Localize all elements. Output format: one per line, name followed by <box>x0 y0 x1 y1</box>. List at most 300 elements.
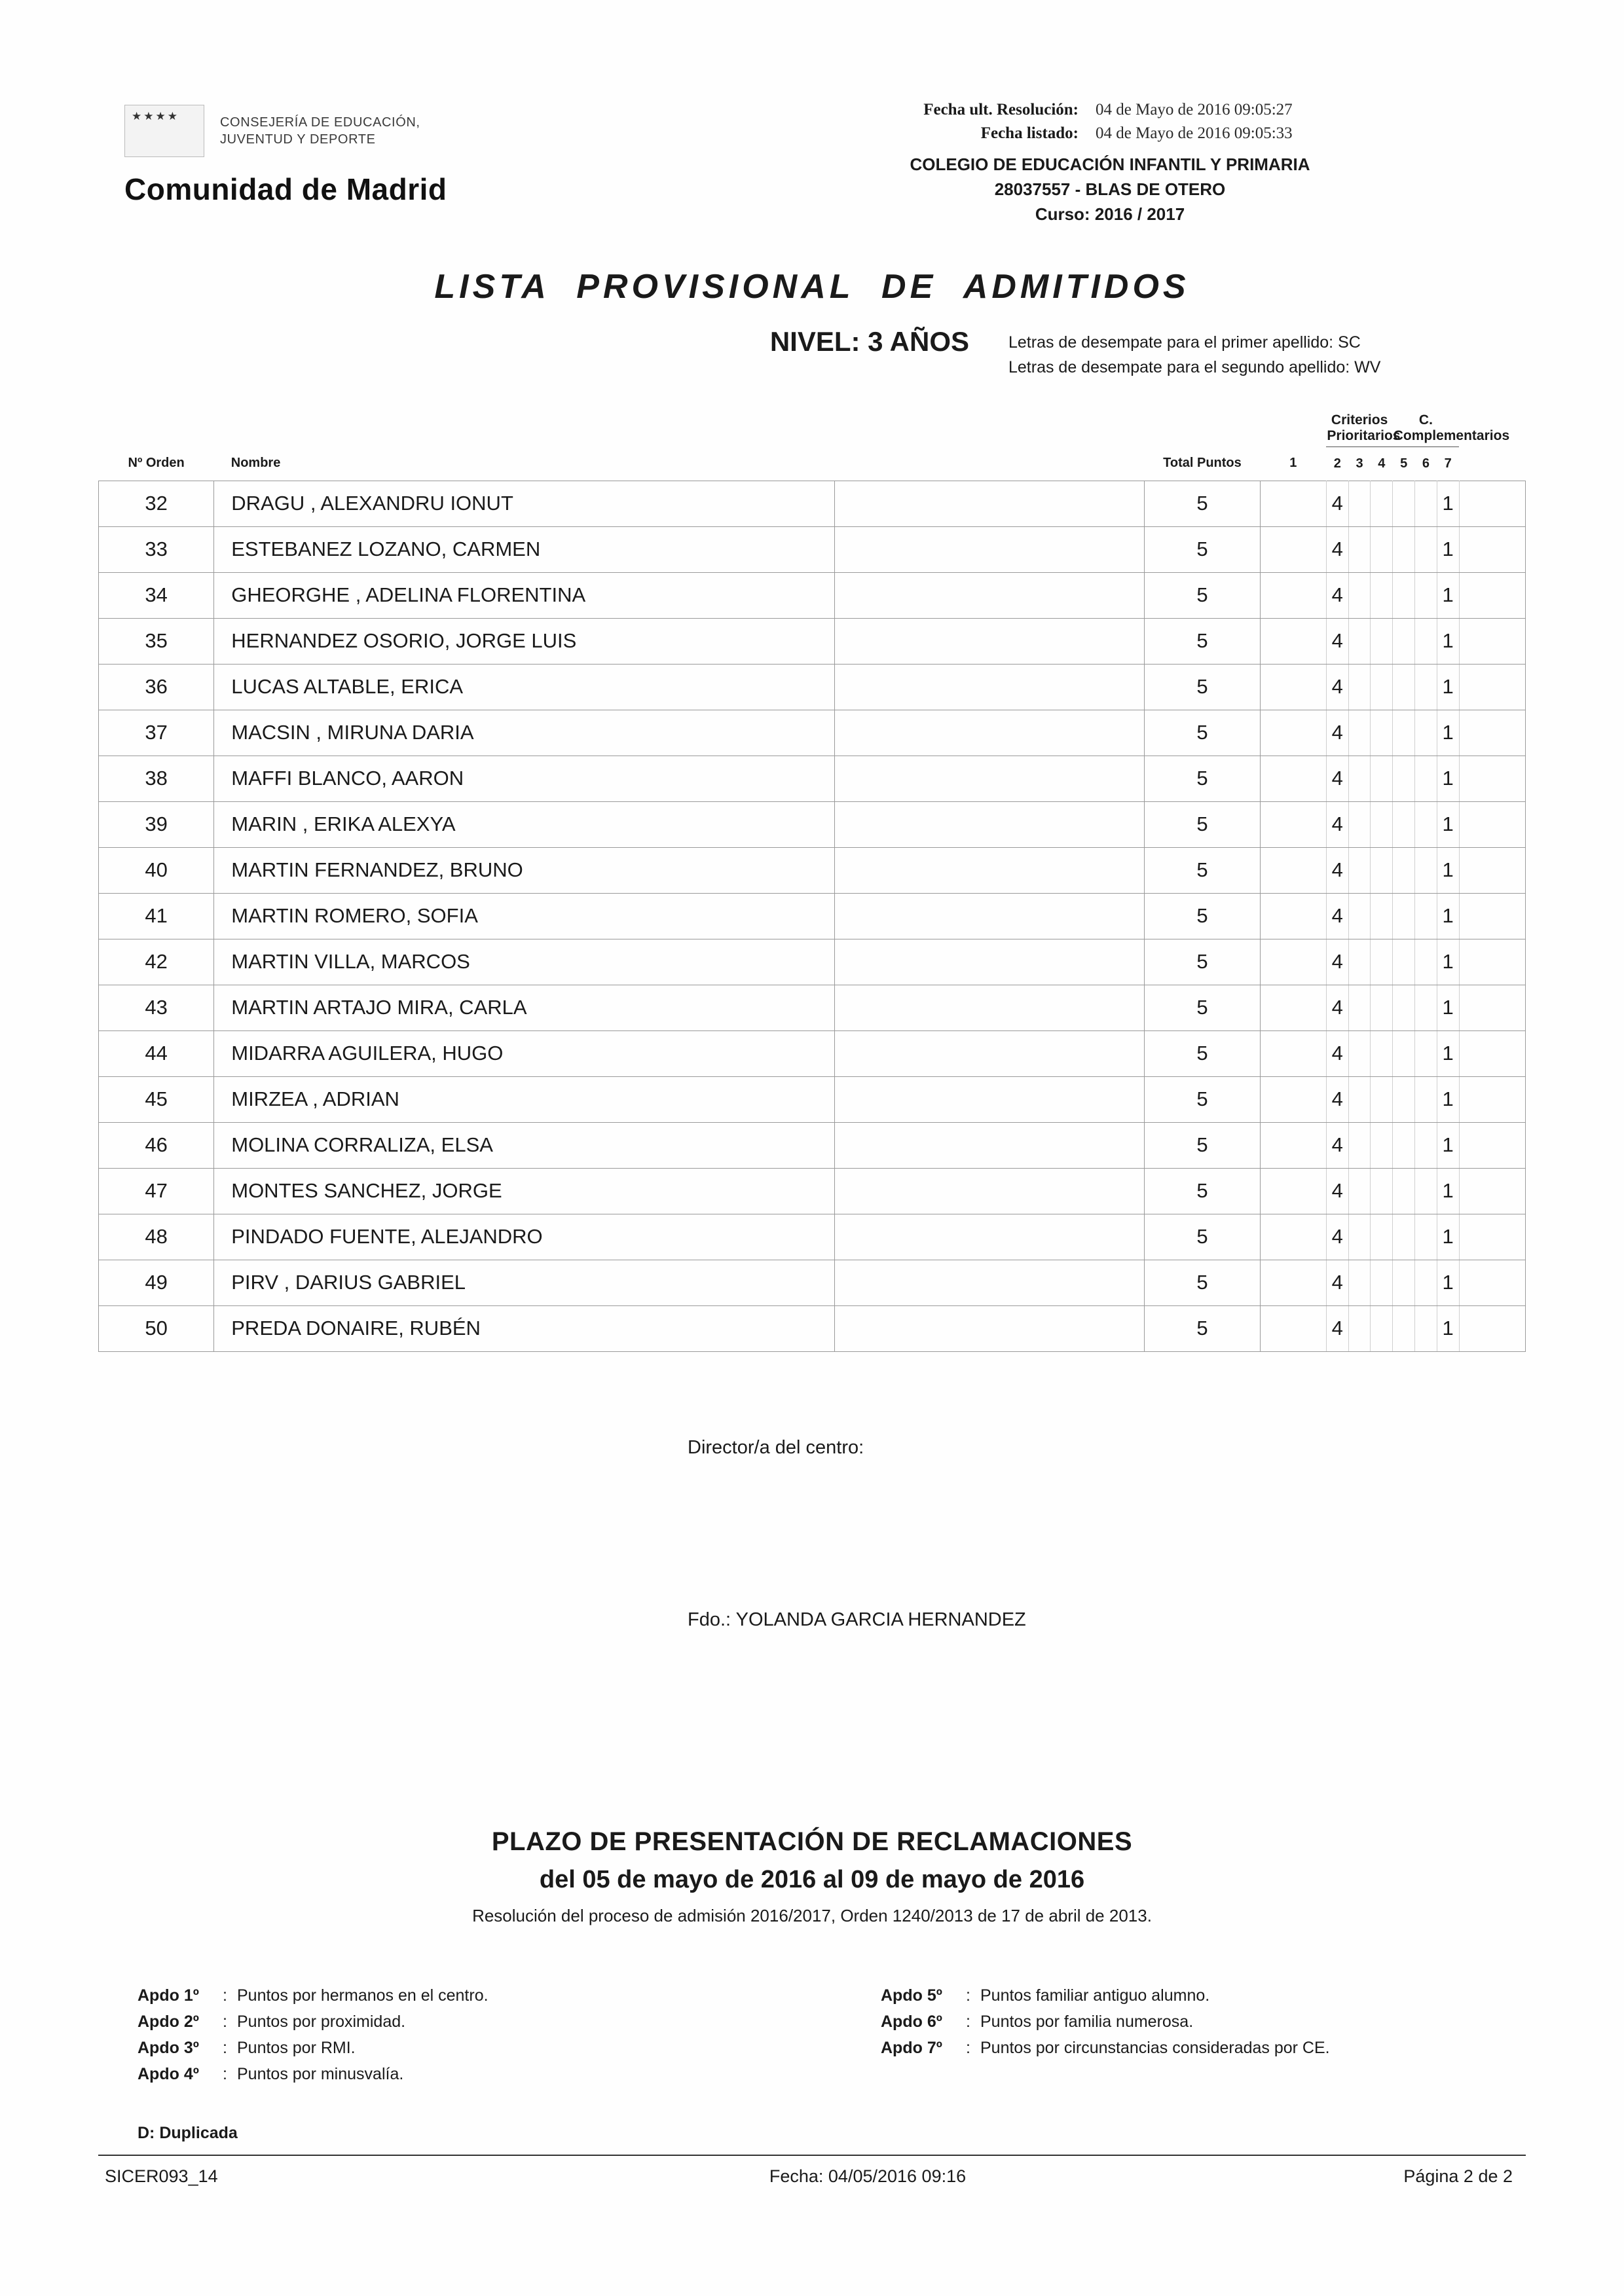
cell-spacer <box>834 1122 1145 1168</box>
cell-nombre: MIDARRA AGUILERA, HUGO <box>214 1030 834 1076</box>
cell-orden: 42 <box>99 939 214 985</box>
table-head <box>99 407 1526 481</box>
cell-criterio-2: 4 <box>1326 756 1348 801</box>
level-row <box>98 326 1526 380</box>
cell-nombre: MARTIN ARTAJO MIRA, CARLA <box>214 985 834 1030</box>
cell-criterio-2: 4 <box>1326 1214 1348 1260</box>
cell-nombre: MAFFI BLANCO, AARON <box>214 756 834 801</box>
cell-spacer <box>834 1076 1145 1122</box>
cell-nombre: LUCAS ALTABLE, ERICA <box>214 664 834 710</box>
cell-nombre: PINDADO FUENTE, ALEJANDRO <box>214 1214 834 1260</box>
cell-total-puntos: 5 <box>1145 481 1260 526</box>
apdo-key: Apdo 7º <box>881 2038 942 2057</box>
cell-criterio-3 <box>1348 847 1371 893</box>
cell-criterio-5 <box>1393 481 1415 526</box>
cell-total-puntos: 5 <box>1145 1260 1260 1305</box>
cell-criterio-2: 4 <box>1326 618 1348 664</box>
cell-criterio-7: 1 <box>1437 1168 1459 1214</box>
cell-criterio-6 <box>1415 664 1437 710</box>
cell-orden: 47 <box>99 1168 214 1214</box>
cell-criterio-6 <box>1415 710 1437 756</box>
cell-total-puntos: 5 <box>1145 710 1260 756</box>
cell-criterio-6 <box>1415 939 1437 985</box>
apdo-key: Apdo 4º <box>138 2064 199 2083</box>
cell-spacer <box>834 1260 1145 1305</box>
cell-criterio-4 <box>1371 985 1393 1030</box>
apdo-item <box>138 1982 783 2009</box>
cell-criterio-7: 1 <box>1437 1214 1459 1260</box>
cell-total-puntos: 5 <box>1145 1030 1260 1076</box>
apdo-text: Puntos familiar antiguo alumno. <box>980 1986 1210 2005</box>
cell-criterio-1 <box>1260 1030 1326 1076</box>
cell-orden: 38 <box>99 756 214 801</box>
cell-orden: 43 <box>99 985 214 1030</box>
apdo-key: Apdo 5º <box>881 1986 942 2005</box>
cell-orden: 39 <box>99 801 214 847</box>
cell-total-puntos: 5 <box>1145 1214 1260 1260</box>
col-header-crit-3: 3 <box>1356 456 1363 471</box>
cell-criterio-6 <box>1415 1168 1437 1214</box>
cell-spacer <box>834 1214 1145 1260</box>
cell-criterio-1 <box>1260 710 1326 756</box>
cell-nombre: MACSIN , MIRUNA DARIA <box>214 710 834 756</box>
cell-total-puntos: 5 <box>1145 664 1260 710</box>
cell-criterio-5 <box>1393 1030 1415 1076</box>
cell-criterio-end <box>1459 756 1525 801</box>
cell-criterio-end <box>1459 481 1525 526</box>
director-role-label: Director/a del centro: <box>688 1436 864 1458</box>
table-body <box>99 481 1526 1351</box>
madrid-flag-icon <box>124 105 204 157</box>
cell-criterio-3 <box>1348 1305 1371 1351</box>
cell-criterio-7: 1 <box>1437 939 1459 985</box>
cell-orden: 37 <box>99 710 214 756</box>
cell-nombre: MARTIN VILLA, MARCOS <box>214 939 834 985</box>
apdo-text: Puntos por circunstancias consideradas por CE. <box>980 2038 1330 2057</box>
table-row <box>99 481 1526 526</box>
cell-total-puntos: 5 <box>1145 1122 1260 1168</box>
table-row <box>99 1214 1526 1260</box>
cell-criterio-4 <box>1371 1214 1393 1260</box>
cell-spacer <box>834 710 1145 756</box>
cell-criterio-6 <box>1415 481 1437 526</box>
fecha-listado-value: 04 de Mayo de 2016 09:05:33 <box>1096 124 1293 142</box>
cell-criterio-1 <box>1260 893 1326 939</box>
report-code: SICER093_14 <box>105 2166 218 2186</box>
cell-spacer <box>834 1030 1145 1076</box>
apdo-key: Apdo 1º <box>138 1986 199 2005</box>
cell-criterio-7: 1 <box>1437 572 1459 618</box>
cell-criterio-6 <box>1415 756 1437 801</box>
cell-spacer <box>834 526 1145 572</box>
cell-criterio-1 <box>1260 801 1326 847</box>
cell-orden: 46 <box>99 1122 214 1168</box>
cell-criterio-5 <box>1393 1305 1415 1351</box>
cell-criterio-6 <box>1415 985 1437 1030</box>
apdo-key: Apdo 2º <box>138 2012 199 2031</box>
cell-nombre: HERNANDEZ OSORIO, JORGE LUIS <box>214 618 834 664</box>
cell-criterio-2: 4 <box>1326 1260 1348 1305</box>
cell-criterio-6 <box>1415 1030 1437 1076</box>
cell-total-puntos: 5 <box>1145 939 1260 985</box>
col-header-crit-1: 1 <box>1289 456 1297 471</box>
cell-nombre: MONTES SANCHEZ, JORGE <box>214 1168 834 1214</box>
page-number: Página 2 de 2 <box>1403 2166 1513 2186</box>
apdo-separator: : <box>223 2064 227 2083</box>
document-header <box>98 85 1526 249</box>
fecha-resolucion-label: Fecha ult. Resolución: <box>923 101 1079 118</box>
table-row <box>99 1122 1526 1168</box>
cell-criterio-2: 4 <box>1326 1076 1348 1122</box>
cell-criterio-5 <box>1393 893 1415 939</box>
apdo-item <box>881 2009 1526 2035</box>
cell-criterio-1 <box>1260 1168 1326 1214</box>
claims-title: PLAZO DE PRESENTACIÓN DE RECLAMACIONES <box>491 1827 1133 1856</box>
claims-notice <box>98 1827 1526 1926</box>
cell-criterio-end <box>1459 801 1525 847</box>
cell-orden: 32 <box>99 481 214 526</box>
apdo-text: Puntos por minusvalía. <box>237 2064 404 2083</box>
fecha-resolucion-value: 04 de Mayo de 2016 09:05:27 <box>1096 101 1293 118</box>
apdo-separator: : <box>966 2038 970 2057</box>
cell-criterio-1 <box>1260 526 1326 572</box>
cell-criterio-3 <box>1348 1076 1371 1122</box>
cell-criterio-3 <box>1348 618 1371 664</box>
cell-orden: 33 <box>99 526 214 572</box>
document-meta <box>701 98 1519 227</box>
cell-criterio-1 <box>1260 481 1326 526</box>
cell-criterio-end <box>1459 664 1525 710</box>
cell-criterio-end <box>1459 1076 1525 1122</box>
brand-title: Comunidad de Madrid <box>124 172 447 206</box>
cell-nombre: GHEORGHE , ADELINA FLORENTINA <box>214 572 834 618</box>
table-row <box>99 710 1526 756</box>
cell-criterio-4 <box>1371 847 1393 893</box>
cell-criterio-5 <box>1393 847 1415 893</box>
cell-criterio-4 <box>1371 481 1393 526</box>
table-row <box>99 618 1526 664</box>
apdo-item <box>138 2061 783 2087</box>
cell-criterio-end <box>1459 618 1525 664</box>
cell-nombre: MIRZEA , ADRIAN <box>214 1076 834 1122</box>
cell-criterio-2: 4 <box>1326 801 1348 847</box>
cell-criterio-6 <box>1415 1076 1437 1122</box>
cell-criterio-end <box>1459 572 1525 618</box>
duplicada-legend: D: Duplicada <box>138 2123 238 2142</box>
cell-spacer <box>834 939 1145 985</box>
nivel-label: NIVEL: 3 AÑOS <box>769 326 969 357</box>
claims-date-range: del 05 de mayo de 2016 al 09 de mayo de 2016 <box>539 1865 1085 1893</box>
cell-criterio-7: 1 <box>1437 801 1459 847</box>
cell-criterio-2: 4 <box>1326 847 1348 893</box>
col-header-crit-4: 4 <box>1378 456 1386 471</box>
cell-criterio-4 <box>1371 572 1393 618</box>
cell-orden: 50 <box>99 1305 214 1351</box>
cell-criterio-1 <box>1260 1122 1326 1168</box>
cell-criterio-1 <box>1260 985 1326 1030</box>
cell-nombre: PIRV , DARIUS GABRIEL <box>214 1260 834 1305</box>
cell-criterio-5 <box>1393 710 1415 756</box>
apdo-text: Puntos por RMI. <box>237 2038 356 2057</box>
table-row <box>99 756 1526 801</box>
col-header-total: Total Puntos <box>1163 456 1242 471</box>
cell-criterio-5 <box>1393 572 1415 618</box>
cell-criterio-1 <box>1260 1305 1326 1351</box>
cell-criterio-6 <box>1415 1305 1437 1351</box>
letras-segundo-apellido: Letras de desempate para el segundo apellido: WV <box>1008 358 1381 376</box>
apdo-separator: : <box>223 1986 227 2005</box>
col-header-crit-6: 6 <box>1422 456 1430 471</box>
apdo-item <box>138 2035 783 2061</box>
cell-criterio-2: 4 <box>1326 893 1348 939</box>
institution-logo-block <box>124 105 714 207</box>
cell-nombre: ESTEBANEZ LOZANO, CARMEN <box>214 526 834 572</box>
cell-spacer <box>834 847 1145 893</box>
footer-date: Fecha: 04/05/2016 09:16 <box>769 2166 967 2186</box>
apdo-separator: : <box>223 2012 227 2031</box>
apdo-key: Apdo 3º <box>138 2038 199 2057</box>
cell-nombre: DRAGU , ALEXANDRU IONUT <box>214 481 834 526</box>
letras-primer-apellido: Letras de desempate para el primer apellido: SC <box>1008 333 1361 352</box>
org-line-1: CONSEJERÍA DE EDUCACIÓN, <box>220 115 420 130</box>
col-header-crit-7: 7 <box>1444 456 1452 471</box>
cell-total-puntos: 5 <box>1145 618 1260 664</box>
table-group-header-row <box>99 407 1526 446</box>
cell-spacer <box>834 801 1145 847</box>
cell-criterio-2: 4 <box>1326 939 1348 985</box>
apdo-item <box>138 2009 783 2035</box>
cell-criterio-4 <box>1371 1122 1393 1168</box>
cell-criterio-4 <box>1371 1076 1393 1122</box>
cell-criterio-5 <box>1393 756 1415 801</box>
table-row <box>99 801 1526 847</box>
cell-criterio-2: 4 <box>1326 1305 1348 1351</box>
cell-criterio-7: 1 <box>1437 710 1459 756</box>
table-row <box>99 664 1526 710</box>
cell-orden: 44 <box>99 1030 214 1076</box>
cell-total-puntos: 5 <box>1145 985 1260 1030</box>
table-column-header-row <box>99 446 1526 481</box>
cell-criterio-end <box>1459 1168 1525 1214</box>
cell-orden: 35 <box>99 618 214 664</box>
table-row <box>99 847 1526 893</box>
cell-criterio-2: 4 <box>1326 985 1348 1030</box>
cell-criterio-end <box>1459 847 1525 893</box>
apdo-text: Puntos por familia numerosa. <box>980 2012 1194 2031</box>
col-header-orden: Nº Orden <box>128 456 185 471</box>
table-row <box>99 939 1526 985</box>
apdo-separator: : <box>966 2012 970 2031</box>
cell-spacer <box>834 893 1145 939</box>
page-title: LISTA PROVISIONAL DE ADMITIDOS <box>434 268 1190 306</box>
admitted-list-table <box>98 407 1526 1352</box>
col-header-nombre: Nombre <box>231 456 281 471</box>
cell-criterio-4 <box>1371 801 1393 847</box>
cell-criterio-4 <box>1371 1260 1393 1305</box>
cell-criterio-5 <box>1393 1260 1415 1305</box>
cell-total-puntos: 5 <box>1145 893 1260 939</box>
cell-orden: 36 <box>99 664 214 710</box>
apdo-separator: : <box>223 2038 227 2057</box>
cell-criterio-end <box>1459 893 1525 939</box>
cell-criterio-3 <box>1348 1214 1371 1260</box>
cell-criterio-6 <box>1415 1214 1437 1260</box>
cell-criterio-2: 4 <box>1326 664 1348 710</box>
cell-criterio-7: 1 <box>1437 893 1459 939</box>
fecha-listado-label: Fecha listado: <box>980 124 1079 142</box>
flag-stars: ★★★★ <box>132 110 179 122</box>
cell-criterio-6 <box>1415 893 1437 939</box>
cell-criterio-7: 1 <box>1437 1122 1459 1168</box>
cell-orden: 48 <box>99 1214 214 1260</box>
table-row <box>99 1030 1526 1076</box>
cell-criterio-2: 4 <box>1326 526 1348 572</box>
cell-spacer <box>834 481 1145 526</box>
cell-criterio-5 <box>1393 1214 1415 1260</box>
apdos-column-left <box>98 1982 783 2087</box>
cell-criterio-6 <box>1415 847 1437 893</box>
cell-criterio-5 <box>1393 1076 1415 1122</box>
cell-criterio-3 <box>1348 572 1371 618</box>
cell-criterio-3 <box>1348 1168 1371 1214</box>
cell-criterio-4 <box>1371 893 1393 939</box>
cell-criterio-1 <box>1260 1076 1326 1122</box>
cell-criterio-7: 1 <box>1437 618 1459 664</box>
cell-criterio-1 <box>1260 1260 1326 1305</box>
cell-total-puntos: 5 <box>1145 847 1260 893</box>
meta-row-listado <box>701 122 1519 145</box>
cell-criterio-1 <box>1260 847 1326 893</box>
col-header-crit-2: 2 <box>1333 456 1341 471</box>
cell-criterio-2: 4 <box>1326 710 1348 756</box>
cell-criterio-3 <box>1348 801 1371 847</box>
table-row <box>99 1076 1526 1122</box>
cell-total-puntos: 5 <box>1145 1305 1260 1351</box>
cell-criterio-4 <box>1371 664 1393 710</box>
cell-total-puntos: 5 <box>1145 756 1260 801</box>
cell-criterio-1 <box>1260 618 1326 664</box>
table-row <box>99 1305 1526 1351</box>
group-criterios-complementarios: C. Complementarios <box>1393 407 1459 446</box>
cell-criterio-3 <box>1348 1030 1371 1076</box>
cell-orden: 34 <box>99 572 214 618</box>
cell-criterio-4 <box>1371 1168 1393 1214</box>
cell-criterio-5 <box>1393 1122 1415 1168</box>
cell-criterio-end <box>1459 1122 1525 1168</box>
cell-criterio-end <box>1459 1260 1525 1305</box>
cell-criterio-3 <box>1348 939 1371 985</box>
cell-criterio-6 <box>1415 1260 1437 1305</box>
apdos-column-right <box>783 1982 1526 2087</box>
cell-criterio-4 <box>1371 1305 1393 1351</box>
table-row <box>99 1260 1526 1305</box>
cell-criterio-7: 1 <box>1437 985 1459 1030</box>
cell-criterio-1 <box>1260 664 1326 710</box>
cell-criterio-7: 1 <box>1437 1076 1459 1122</box>
apdo-item <box>881 1982 1526 2009</box>
cell-criterio-7: 1 <box>1437 481 1459 526</box>
org-line-2: JUVENTUD Y DEPORTE <box>220 132 376 147</box>
school-curso: Curso: 2016 / 2017 <box>1035 204 1185 224</box>
cell-criterio-3 <box>1348 710 1371 756</box>
meta-row-resolucion <box>701 98 1519 122</box>
claims-resolution: Resolución del proceso de admisión 2016/2017, Orden 1240/2013 de 17 de abril de 2013. <box>472 1905 1152 1925</box>
cell-orden: 49 <box>99 1260 214 1305</box>
cell-criterio-2: 4 <box>1326 1030 1348 1076</box>
cell-criterio-6 <box>1415 572 1437 618</box>
cell-criterio-end <box>1459 710 1525 756</box>
cell-spacer <box>834 1305 1145 1351</box>
cell-total-puntos: 5 <box>1145 526 1260 572</box>
cell-criterio-3 <box>1348 481 1371 526</box>
cell-criterio-end <box>1459 1214 1525 1260</box>
cell-criterio-6 <box>1415 1122 1437 1168</box>
cell-criterio-3 <box>1348 985 1371 1030</box>
table-row <box>99 985 1526 1030</box>
cell-criterio-7: 1 <box>1437 664 1459 710</box>
school-code-name: 28037557 - BLAS DE OTERO <box>994 179 1226 199</box>
cell-criterio-4 <box>1371 756 1393 801</box>
cell-orden: 41 <box>99 893 214 939</box>
school-type: COLEGIO DE EDUCACIÓN INFANTIL Y PRIMARIA <box>910 155 1310 174</box>
cell-criterio-end <box>1459 1030 1525 1076</box>
cell-criterio-5 <box>1393 801 1415 847</box>
cell-criterio-3 <box>1348 756 1371 801</box>
apdo-text: Puntos por proximidad. <box>237 2012 406 2031</box>
cell-criterio-3 <box>1348 526 1371 572</box>
cell-total-puntos: 5 <box>1145 801 1260 847</box>
cell-criterio-4 <box>1371 939 1393 985</box>
cell-criterio-end <box>1459 985 1525 1030</box>
cell-criterio-3 <box>1348 893 1371 939</box>
apdo-key: Apdo 6º <box>881 2012 942 2031</box>
cell-criterio-end <box>1459 1305 1525 1351</box>
cell-spacer <box>834 572 1145 618</box>
cell-orden: 45 <box>99 1076 214 1122</box>
col-header-crit-5: 5 <box>1400 456 1408 471</box>
group-criterios-prioritarios: Criterios Prioritarios <box>1326 407 1392 446</box>
table-row <box>99 893 1526 939</box>
cell-criterio-1 <box>1260 572 1326 618</box>
cell-criterio-5 <box>1393 618 1415 664</box>
apdo-separator: : <box>966 1986 970 2005</box>
cell-criterio-3 <box>1348 1260 1371 1305</box>
cell-criterio-3 <box>1348 664 1371 710</box>
cell-criterio-3 <box>1348 1122 1371 1168</box>
cell-criterio-7: 1 <box>1437 756 1459 801</box>
cell-criterio-7: 1 <box>1437 1260 1459 1305</box>
cell-criterio-7: 1 <box>1437 1030 1459 1076</box>
cell-criterio-4 <box>1371 618 1393 664</box>
cell-criterio-1 <box>1260 939 1326 985</box>
cell-criterio-2: 4 <box>1326 1168 1348 1214</box>
cell-orden: 40 <box>99 847 214 893</box>
cell-criterio-2: 4 <box>1326 1122 1348 1168</box>
cell-nombre: MARTIN ROMERO, SOFIA <box>214 893 834 939</box>
cell-nombre: MARTIN FERNANDEZ, BRUNO <box>214 847 834 893</box>
cell-nombre: PREDA DONAIRE, RUBÉN <box>214 1305 834 1351</box>
cell-criterio-4 <box>1371 710 1393 756</box>
page-footer <box>98 2155 1526 2187</box>
cell-spacer <box>834 1168 1145 1214</box>
cell-nombre: MARIN , ERIKA ALEXYA <box>214 801 834 847</box>
director-signature-name: Fdo.: YOLANDA GARCIA HERNANDEZ <box>688 1609 1026 1630</box>
cell-criterio-7: 1 <box>1437 526 1459 572</box>
cell-criterio-6 <box>1415 801 1437 847</box>
cell-criterio-4 <box>1371 526 1393 572</box>
cell-criterio-7: 1 <box>1437 847 1459 893</box>
cell-criterio-5 <box>1393 526 1415 572</box>
